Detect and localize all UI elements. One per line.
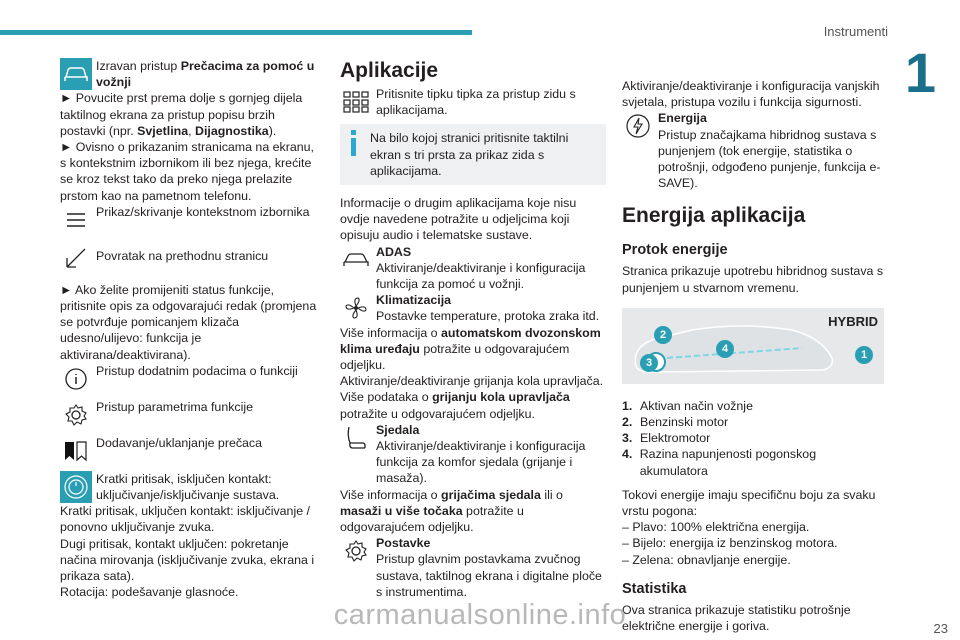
fan-icon xyxy=(340,292,372,324)
adas-row xyxy=(340,244,606,293)
bookmark-text: Dodavanje/uklanjanje prečaca xyxy=(96,435,263,450)
car-icon xyxy=(60,58,92,90)
column-2 xyxy=(340,58,606,600)
info-icon xyxy=(60,363,92,395)
menu-row xyxy=(60,204,322,236)
back-row xyxy=(60,242,322,274)
lights-text: Aktiviranje/deaktiviranje i konfiguracija vanjskih svjetala, pristupa vozilu i funkcija sigurnosti. xyxy=(622,79,880,110)
power-rotation-text: Rotacija: podešavanje glasnoće. xyxy=(60,585,239,600)
watermark: carmanualsonline.info xyxy=(333,599,627,631)
list-item: 3. Elektromotor xyxy=(622,431,711,446)
chapter-number: 1 xyxy=(904,41,936,104)
color-blue: – Plavo: 100% električna energija. xyxy=(622,520,810,535)
settings-row xyxy=(60,399,322,431)
page-number: 23 xyxy=(933,621,948,636)
postavke-row xyxy=(340,535,606,600)
stats-heading: Statistika xyxy=(622,580,687,597)
gear-icon xyxy=(340,535,372,567)
section-title: Instrumenti xyxy=(823,24,888,39)
color-white: – Bijelo: energija iz benzinskog motora. xyxy=(622,536,838,551)
callout-4: 4 xyxy=(716,340,734,358)
car-icon xyxy=(340,244,372,276)
callout-3: 3 xyxy=(640,354,658,372)
legend-list xyxy=(622,398,884,479)
seats-more: Više informacija o grijačima sjedala ili o masaži u više točaka potražite u odgovarajućem odjeljku. xyxy=(340,487,563,535)
back-arrow-icon xyxy=(60,242,92,274)
info-row xyxy=(60,363,322,395)
seat-icon xyxy=(340,422,372,454)
shortcuts-text: Izravan pristup Prečacima za pomoć u vožnji xyxy=(96,59,315,90)
power-short-press-text: Kratki pritisak, uključen kontakt: isključivanje / ponovno uključivanje zvuka. xyxy=(60,504,310,535)
back-text: Povratak na prethodnu stranicu xyxy=(96,248,269,263)
apps-row xyxy=(340,86,606,118)
seats-row xyxy=(340,422,606,487)
clim-title: Klimatizacija Postavke temperature, protoka zraka itd. xyxy=(376,293,600,324)
bookmark-icon xyxy=(60,435,92,467)
list-item: 2. Benzinski motor xyxy=(622,415,729,430)
navigate-paragraph: ► Ovisno o prikazanim stranicama na ekranu, s kontekstnim izbornikom ili bez njega, krećite se kroz tekst tako da preko njega prelazite prstom kao na pametnom telefonu. xyxy=(60,140,314,203)
energy-row xyxy=(622,110,884,191)
callout-2: 2 xyxy=(654,326,672,344)
hybrid-illustration xyxy=(622,308,884,384)
menu-icon xyxy=(60,204,92,236)
seats-title: Sjedala Aktiviranje/deaktiviranje i konfiguracija funkcija za komfor sjedala (grijanje i masaža). xyxy=(376,422,586,486)
apps-heading: Aplikacije xyxy=(340,59,439,82)
settings-text: Pristup parametrima funkcije xyxy=(96,399,254,414)
status-paragraph: ► Ako želite promijeniti status funkcije, pritisnite opis za odgovarajući redak (promjena se potvrđuje pomicanjem klizača udesno/ulijevo: funkcija je aktivirana/deaktivirana). xyxy=(60,282,317,362)
menu-text: Prikaz/skrivanje kontekstnom izbornika xyxy=(96,204,310,219)
power-icon xyxy=(60,471,92,503)
energy-app-heading: Energija aplikacija xyxy=(622,204,806,228)
swipe-paragraph: ► Povucite prst prema dolje s gornjeg dijela taktilnog ekrana za pristup popisu brzih postavki (npr. Svjetlina, Dijagnostika). xyxy=(60,91,303,138)
color-green: – Zelena: obnavljanje energije. xyxy=(622,552,791,567)
apps-text: Pritisnite tipku tipka za pristup zidu s aplikacijama. xyxy=(376,87,576,118)
list-item: 4. Razina napunjenosti pogonskog akumulatora xyxy=(622,447,817,478)
note-box xyxy=(340,124,606,185)
flow-text: Stranica prikazuje upotrebu hibridnog sustava s punjenjem u stvarnom vremenu. xyxy=(622,264,884,295)
shortcuts-row xyxy=(60,58,322,90)
column-1 xyxy=(60,58,322,600)
bookmark-row xyxy=(60,435,322,467)
power-row xyxy=(60,471,322,503)
clim-more: Više informacija o automatskom dvozonskom klima uređaju potražite u odgovarajućem odjeljku. xyxy=(340,325,601,373)
power-text: Kratki pritisak, isključen kontakt: uključivanje/isključivanje sustava. xyxy=(96,471,280,503)
colors-intro: Tokovi energije imaju specifičnu boju za svaku vrstu pogona: xyxy=(622,487,876,519)
heat-more: Aktiviranje/deaktiviranje grijanja kola upravljača. Više podataka o grijanju kola upravljača potražite u odgovarajućem odjeljku. xyxy=(340,374,604,421)
adas-title: ADAS Aktiviranje/deaktiviranje i konfiguracija funkcija za pomoć u vožnji. xyxy=(376,244,586,292)
apps-grid-icon xyxy=(340,86,372,118)
power-long-press-text: Dugi pritisak, kontakt uključen: pokretanje načina mirovanja (isključivanje zvuka, ekrana i prikaza sata). xyxy=(60,536,315,584)
info-text: Pristup dodatnim podacima o funkciji xyxy=(96,363,298,378)
callout-1: 1 xyxy=(855,346,873,364)
note-text: Na bilo kojoj stranici pritisnite taktilni ekran s tri prsta za prikaz zida s aplikacijama. xyxy=(370,131,569,178)
header-accent-bar xyxy=(0,30,472,35)
postavke-title: Postavke Pristup glavnim postavkama zvučnog sustava, taktilnog ekrana i digitalne ploče s instrumentima. xyxy=(376,536,602,599)
apps-intro: Informacije o drugim aplikacijama koje nisu ovdje navedene potražite u odjeljcima koji opisuju audio i telematske sustave. xyxy=(340,196,577,243)
list-item: 1. Aktivan način vožnje xyxy=(622,398,753,413)
hybrid-label: HYBRID xyxy=(828,313,878,329)
energy-title: Energija Pristup značajkama hibridnog sustava s punjenjem (tok energije, statistika o potrošnji, odgođeno punjenje, funkcija e-SAVE). xyxy=(658,111,881,191)
clim-row xyxy=(340,292,606,324)
flow-heading: Protok energije xyxy=(622,242,728,259)
gear-icon xyxy=(60,399,92,431)
info-note-icon xyxy=(348,130,362,179)
energy-icon xyxy=(622,110,654,142)
stats-text: Ova stranica prikazuje statistiku potrošnje električne energije i goriva. xyxy=(622,602,851,634)
column-3 xyxy=(622,78,884,634)
